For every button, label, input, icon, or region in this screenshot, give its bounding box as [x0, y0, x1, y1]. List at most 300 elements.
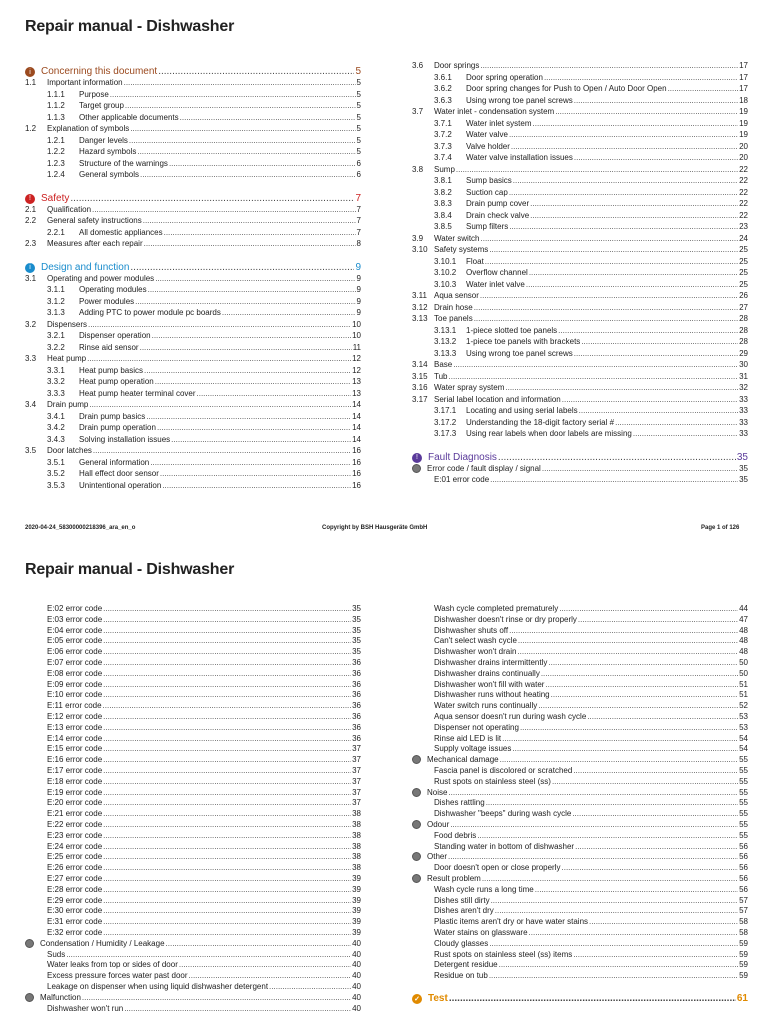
- toc-entry[interactable]: [25, 78, 361, 88]
- toc-entry[interactable]: [412, 647, 748, 657]
- toc-entry[interactable]: [25, 636, 361, 646]
- toc-entry[interactable]: [25, 343, 361, 353]
- toc-entry[interactable]: [25, 366, 361, 376]
- toc-entry-page: 51: [739, 690, 748, 700]
- leader-dots: [179, 960, 351, 970]
- toc-entry[interactable]: [25, 788, 361, 798]
- toc-entry-number: 3.10.3: [434, 279, 457, 289]
- leader-dots: [169, 159, 356, 169]
- toc-entry-title: Solving installation issues: [79, 434, 171, 444]
- toc-entry-page: 7: [356, 216, 361, 225]
- toc-entry-page: 39: [352, 906, 361, 916]
- toc-entry-page: 26: [739, 291, 748, 300]
- leader-dots: [180, 113, 356, 123]
- toc-entry-page: 50: [739, 668, 748, 678]
- leader-dots: [166, 939, 352, 949]
- toc-section-heading[interactable]: [412, 991, 748, 1005]
- leader-dots: [555, 107, 738, 117]
- toc-entry[interactable]: [25, 820, 361, 830]
- leader-dots: [474, 303, 738, 313]
- toc-entry[interactable]: [412, 153, 748, 163]
- toc-entry-page: 55: [739, 766, 748, 775]
- toc-entry[interactable]: [25, 147, 361, 157]
- toc-entry[interactable]: [412, 680, 748, 690]
- toc-entry-title: Purpose: [79, 89, 109, 99]
- leader-dots: [518, 636, 738, 646]
- toc-entry-page: 35: [352, 636, 361, 646]
- toc-entry-title: Drain pump operation: [79, 423, 156, 432]
- toc-entry[interactable]: [25, 647, 361, 657]
- toc-entry-page: 8: [356, 239, 361, 248]
- leader-dots: [157, 423, 351, 433]
- leader-dots: [103, 798, 351, 808]
- toc-entry-number: 3.1: [25, 273, 37, 283]
- toc-entry[interactable]: [412, 119, 748, 129]
- toc-entry[interactable]: [412, 604, 748, 614]
- toc-entry-page: 59: [739, 960, 748, 970]
- toc-entry-page: 53: [739, 722, 748, 732]
- toc-entry[interactable]: [25, 842, 361, 852]
- toc-entry[interactable]: [25, 852, 361, 862]
- toc-entry-number: 3.7.1: [434, 118, 452, 128]
- leader-dots: [474, 314, 738, 324]
- toc-entry[interactable]: [412, 280, 748, 290]
- toc-entry[interactable]: [412, 326, 748, 336]
- toc-entry-title: General safety instructions: [47, 216, 142, 225]
- toc-entry[interactable]: [25, 809, 361, 819]
- toc-entry[interactable]: [25, 885, 361, 895]
- toc-entry-page: 24: [739, 233, 748, 243]
- toc-entry[interactable]: [412, 917, 748, 927]
- toc-entry-title: Heat pump basics: [79, 365, 144, 375]
- toc-entry[interactable]: [412, 188, 748, 198]
- info-icon: i: [25, 67, 35, 77]
- toc-entry-title: E:12 error code: [47, 712, 103, 721]
- toc-entry[interactable]: [412, 798, 748, 808]
- toc-entry[interactable]: [412, 766, 748, 776]
- toc-entry-page: 14: [352, 400, 361, 409]
- leader-dots: [453, 360, 738, 370]
- toc-entry[interactable]: [412, 464, 748, 474]
- leader-dots: [544, 73, 738, 83]
- toc-entry[interactable]: [412, 418, 748, 428]
- toc-entry-title: Power modules: [79, 296, 135, 306]
- toc-entry-page: 25: [739, 279, 748, 289]
- toc-entry[interactable]: [412, 245, 748, 255]
- toc-entry[interactable]: [25, 755, 361, 765]
- toc-entry-page: 38: [352, 841, 361, 851]
- toc-entry[interactable]: [412, 349, 748, 359]
- toc-entry-number: 1.1.1: [47, 89, 65, 99]
- leader-dots: [574, 96, 738, 106]
- toc-entry-number: 3.5: [25, 446, 37, 455]
- toc-entry[interactable]: [412, 84, 748, 94]
- toc-entry-title: Base: [434, 360, 453, 369]
- leader-dots: [103, 809, 351, 819]
- leader-dots: [502, 734, 738, 744]
- toc-entry[interactable]: [25, 831, 361, 841]
- toc-entry[interactable]: [25, 297, 361, 307]
- toc-entry-number: 3.8.2: [434, 187, 452, 197]
- other-icon: [412, 852, 421, 861]
- toc-entry-title: Door springs: [434, 61, 480, 70]
- toc-entry[interactable]: [25, 669, 361, 679]
- toc-entry[interactable]: [412, 852, 748, 862]
- toc-entry[interactable]: [412, 755, 748, 765]
- leader-dots: [125, 101, 356, 111]
- toc-entry-page: 18: [739, 95, 748, 105]
- toc-entry[interactable]: [25, 712, 361, 722]
- toc-entry-title: Danger levels: [79, 135, 128, 145]
- toc-entry-page: 48: [739, 625, 748, 635]
- toc-entry-number: 3.4.1: [47, 411, 65, 421]
- toc-entry-title: Dishwasher doesn't rinse or dry properly: [434, 614, 577, 624]
- toc-entry[interactable]: [412, 96, 748, 106]
- toc-entry-title: Food debris: [434, 830, 477, 840]
- toc-entry-page: 52: [739, 701, 748, 711]
- toc-entry-page: 31: [739, 371, 748, 381]
- toc-entry-number: 3.3.2: [47, 377, 65, 386]
- leader-dots: [575, 842, 738, 852]
- toc-entry[interactable]: [412, 636, 748, 646]
- toc-entry-page: 16: [352, 457, 361, 467]
- toc-entry[interactable]: [25, 423, 361, 433]
- toc-entry-page: 56: [739, 874, 748, 883]
- toc-entry[interactable]: [25, 205, 361, 215]
- toc-entry-title: Wash cycle completed prematurely: [434, 604, 559, 613]
- toc-entry[interactable]: [25, 331, 361, 341]
- toc-entry-number: 3.1.2: [47, 296, 65, 306]
- toc-entry[interactable]: [412, 723, 748, 733]
- toc-entry[interactable]: [412, 874, 748, 884]
- leader-dots: [559, 604, 738, 614]
- toc-entry-title: Water inlet system: [466, 118, 532, 128]
- toc-entry[interactable]: [412, 863, 748, 873]
- toc-entry-number: 3.7: [412, 107, 424, 116]
- toc-entry[interactable]: [25, 216, 361, 226]
- toc-entry-page: 38: [352, 820, 361, 829]
- leader-dots: [509, 626, 738, 636]
- toc-entry[interactable]: [412, 73, 748, 83]
- toc-entry[interactable]: [412, 906, 748, 916]
- toc-entry[interactable]: [25, 971, 361, 981]
- leader-dots: [103, 626, 351, 636]
- toc-entry-title: Rust spots on stainless steel (ss) items: [434, 949, 573, 959]
- toc-entry[interactable]: [25, 874, 361, 884]
- toc-entry[interactable]: [412, 939, 748, 949]
- safety-icon: !: [25, 194, 35, 204]
- toc-entry[interactable]: [412, 971, 748, 981]
- toc-entry[interactable]: [25, 604, 361, 614]
- toc-entry[interactable]: [25, 412, 361, 422]
- toc-entry[interactable]: [25, 982, 361, 992]
- toc-entry-page: 28: [739, 337, 748, 346]
- toc-entry-page: 51: [739, 679, 748, 689]
- toc-entry[interactable]: [25, 308, 361, 318]
- leader-dots: [103, 744, 351, 754]
- toc-entry[interactable]: [412, 734, 748, 744]
- toc-entry[interactable]: [412, 395, 748, 405]
- toc-entry-title: Detergent residue: [434, 960, 498, 970]
- toc-entry-page: 16: [352, 446, 361, 455]
- toc-entry-number: 2.1: [25, 204, 37, 214]
- toc-entry[interactable]: [412, 960, 748, 970]
- toc-entry[interactable]: [412, 372, 748, 382]
- toc-entry-page: 38: [352, 852, 361, 862]
- toc-entry-number: 1.1: [25, 78, 37, 87]
- toc-entry-title: Dishwasher won't run: [47, 1003, 124, 1013]
- toc-section-heading[interactable]: [25, 64, 361, 78]
- toc-entry-page: 33: [739, 417, 748, 427]
- toc-entry[interactable]: [25, 274, 361, 284]
- toc-entry[interactable]: [412, 257, 748, 267]
- toc-entry-page: 58: [739, 917, 748, 927]
- toc-entry[interactable]: [25, 469, 361, 479]
- toc-entry-title: E:22 error code: [47, 820, 103, 829]
- toc-entry[interactable]: [25, 701, 361, 711]
- toc-entry-title: E:27 error code: [47, 874, 103, 883]
- toc-entry[interactable]: [412, 842, 748, 852]
- leader-dots: [103, 755, 351, 765]
- leader-dots: [103, 766, 351, 776]
- toc-entry-title: Safety systems: [434, 245, 489, 254]
- toc-entry-title: E:04 error code: [47, 625, 103, 635]
- toc-entry[interactable]: [412, 406, 748, 416]
- toc-entry[interactable]: [412, 337, 748, 347]
- toc-entry[interactable]: [25, 377, 361, 387]
- toc-entry[interactable]: [25, 939, 361, 949]
- toc-entry-page: 9: [356, 285, 361, 294]
- toc-entry-title: Using rear labels when door labels are missing: [466, 429, 632, 438]
- toc-entry-title: Wash cycle runs a long time: [434, 884, 534, 894]
- leader-dots: [449, 372, 739, 382]
- toc-entry[interactable]: [412, 61, 748, 71]
- toc-entry[interactable]: [25, 228, 361, 238]
- toc-entry[interactable]: [25, 766, 361, 776]
- toc-entry[interactable]: [25, 124, 361, 134]
- toc-entry-title: Excess pressure forces water past door: [47, 971, 188, 981]
- toc-entry[interactable]: [25, 458, 361, 468]
- toc-entry-title: E:20 error code: [47, 798, 103, 808]
- leader-dots: [88, 320, 351, 330]
- toc-entry[interactable]: [25, 626, 361, 636]
- toc-entry[interactable]: [25, 285, 361, 295]
- toc-entry[interactable]: [25, 658, 361, 668]
- toc-entry[interactable]: [412, 176, 748, 186]
- toc-entry[interactable]: [412, 475, 748, 485]
- toc-entry[interactable]: [25, 798, 361, 808]
- toc-entry-page: 56: [739, 863, 748, 873]
- toc-entry[interactable]: [25, 481, 361, 491]
- toc-entry-title: E:14 error code: [47, 733, 103, 743]
- toc-entry[interactable]: [412, 928, 748, 938]
- toc-entry[interactable]: [25, 690, 361, 700]
- toc-entry[interactable]: [412, 199, 748, 209]
- toc-entry[interactable]: [412, 303, 748, 313]
- toc-entry[interactable]: [412, 820, 748, 830]
- toc-entry[interactable]: [25, 435, 361, 445]
- toc-entry[interactable]: [25, 446, 361, 456]
- toc-entry[interactable]: [412, 429, 748, 439]
- toc-entry-page: 19: [739, 130, 748, 139]
- toc-entry-title: Tub: [434, 371, 448, 381]
- toc-entry-page: 40: [352, 971, 361, 981]
- toc-entry[interactable]: [412, 626, 748, 636]
- leader-dots: [70, 192, 354, 205]
- leader-dots: [103, 777, 351, 787]
- toc-entry[interactable]: [25, 239, 361, 249]
- toc-entry-title: Mechanical damage: [427, 755, 499, 765]
- toc-entry-page: 38: [352, 809, 361, 819]
- toc-entry[interactable]: [25, 389, 361, 399]
- toc-entry-page: 36: [352, 690, 361, 700]
- toc-entry-page: 35: [739, 475, 748, 484]
- toc-entry-number: 3.15: [412, 371, 428, 381]
- toc-entry[interactable]: [412, 142, 748, 152]
- toc-entry-number: 3.17: [412, 394, 428, 404]
- toc-entry[interactable]: [412, 268, 748, 278]
- toc-entry[interactable]: [412, 885, 748, 895]
- toc-entry[interactable]: [25, 1004, 361, 1014]
- toc-entry-page: 13: [352, 388, 361, 398]
- toc-entry[interactable]: [412, 788, 748, 798]
- toc-entry[interactable]: [25, 170, 361, 180]
- toc-entry-title: Qualification: [47, 204, 92, 214]
- toc-entry-page: 6: [356, 170, 361, 179]
- toc-entry-page: 7: [355, 192, 361, 204]
- toc-entry[interactable]: [25, 723, 361, 733]
- leader-dots: [456, 165, 738, 175]
- toc-entry[interactable]: [25, 159, 361, 169]
- leader-dots: [509, 188, 738, 198]
- toc-entry-title: Suds: [47, 949, 66, 959]
- toc-section-heading[interactable]: [412, 450, 748, 464]
- toc-entry[interactable]: [25, 320, 361, 330]
- leader-dots: [103, 636, 351, 646]
- leader-dots: [450, 820, 738, 830]
- toc-entry[interactable]: [412, 615, 748, 625]
- toc-entry-title: General information: [79, 457, 150, 467]
- toc-entry[interactable]: [25, 993, 361, 1003]
- toc-entry-title: Cloudy glasses: [434, 938, 489, 948]
- toc-entry-number: 3.8.5: [434, 222, 452, 231]
- toc-entry-page: 57: [739, 906, 748, 916]
- leader-dots: [103, 896, 351, 906]
- toc-entry[interactable]: [25, 113, 361, 123]
- toc-entry[interactable]: [412, 896, 748, 906]
- toc-entry-page: 22: [739, 210, 748, 220]
- toc-entry[interactable]: [25, 917, 361, 927]
- toc-entry[interactable]: [25, 928, 361, 938]
- toc-entry-page: 56: [739, 852, 748, 862]
- leader-dots: [124, 1004, 351, 1014]
- toc-entry[interactable]: [25, 744, 361, 754]
- toc-entry[interactable]: [25, 777, 361, 787]
- toc-entry[interactable]: [25, 950, 361, 960]
- toc-entry-page: 16: [352, 480, 361, 490]
- toc-entry-number: 3.17.2: [434, 417, 457, 427]
- leader-dots: [162, 481, 351, 491]
- toc-entry[interactable]: [25, 615, 361, 625]
- toc-entry[interactable]: [412, 291, 748, 301]
- toc-entry[interactable]: [412, 658, 748, 668]
- toc-entry-title: Dishwasher won't fill with water: [434, 679, 545, 689]
- toc-entry[interactable]: [412, 831, 748, 841]
- toc-entry-number: 3.3.3: [47, 388, 65, 398]
- toc-entry[interactable]: [412, 383, 748, 393]
- leader-dots: [574, 349, 738, 359]
- toc-entry[interactable]: [412, 669, 748, 679]
- toc-entry-page: 7: [356, 204, 361, 214]
- toc-entry[interactable]: [25, 400, 361, 410]
- toc-entry-page: 17: [739, 84, 748, 93]
- leader-dots: [558, 326, 738, 336]
- toc-entry-title: Error code / fault display / signal: [427, 463, 541, 473]
- toc-entry[interactable]: [25, 734, 361, 744]
- toc-entry[interactable]: [412, 712, 748, 722]
- toc-entry[interactable]: [412, 130, 748, 140]
- toc-entry[interactable]: [412, 809, 748, 819]
- toc-entry-title: E:10 error code: [47, 690, 103, 700]
- toc-entry[interactable]: [25, 136, 361, 146]
- leader-dots: [491, 896, 739, 906]
- toc-entry-title: Float: [466, 256, 484, 266]
- toc-entry-page: 59: [739, 971, 748, 981]
- leader-dots: [146, 412, 351, 422]
- toc-entry[interactable]: [25, 896, 361, 906]
- toc-entry[interactable]: [412, 107, 748, 117]
- toc-entry[interactable]: [412, 690, 748, 700]
- toc-entry[interactable]: [412, 314, 748, 324]
- leader-dots: [87, 354, 351, 364]
- leader-dots: [533, 119, 739, 129]
- toc-entry-title: Dishwasher drains intermittently: [434, 658, 548, 667]
- toc-entry[interactable]: [25, 90, 361, 100]
- toc-entry-page: 5: [356, 101, 361, 110]
- toc-entry[interactable]: [412, 777, 748, 787]
- toc-entry-page: 61: [736, 993, 748, 1004]
- toc-section-heading[interactable]: [25, 260, 361, 274]
- toc-entry[interactable]: [25, 680, 361, 690]
- leader-dots: [103, 734, 351, 744]
- toc-entry-title: Operating and power modules: [47, 273, 155, 283]
- toc-entry[interactable]: [412, 165, 748, 175]
- toc-entry-page: 36: [352, 712, 361, 721]
- toc-entry-page: 5: [356, 124, 361, 133]
- leader-dots: [633, 429, 738, 439]
- toc-entry-title: Other: [427, 852, 448, 862]
- toc-entry[interactable]: [412, 701, 748, 711]
- toc-section-heading[interactable]: [25, 191, 361, 205]
- toc-entry[interactable]: [25, 354, 361, 364]
- toc-entry[interactable]: [412, 950, 748, 960]
- leader-dots: [140, 170, 356, 180]
- toc-entry[interactable]: [412, 744, 748, 754]
- toc-entry-page: 53: [739, 712, 748, 721]
- toc-entry[interactable]: [412, 211, 748, 221]
- toc-entry[interactable]: [25, 906, 361, 916]
- toc-entry-number: 3.2.1: [47, 331, 65, 340]
- toc-entry-number: 3.9: [412, 233, 424, 243]
- malfunction-icon: [25, 993, 34, 1002]
- toc-entry[interactable]: [25, 960, 361, 970]
- toc-entry[interactable]: [412, 360, 748, 370]
- toc-entry-page: 40: [352, 982, 361, 991]
- toc-entry[interactable]: [25, 863, 361, 873]
- toc-entry[interactable]: [412, 234, 748, 244]
- toc-entry[interactable]: [412, 222, 748, 232]
- toc-entry[interactable]: [25, 101, 361, 111]
